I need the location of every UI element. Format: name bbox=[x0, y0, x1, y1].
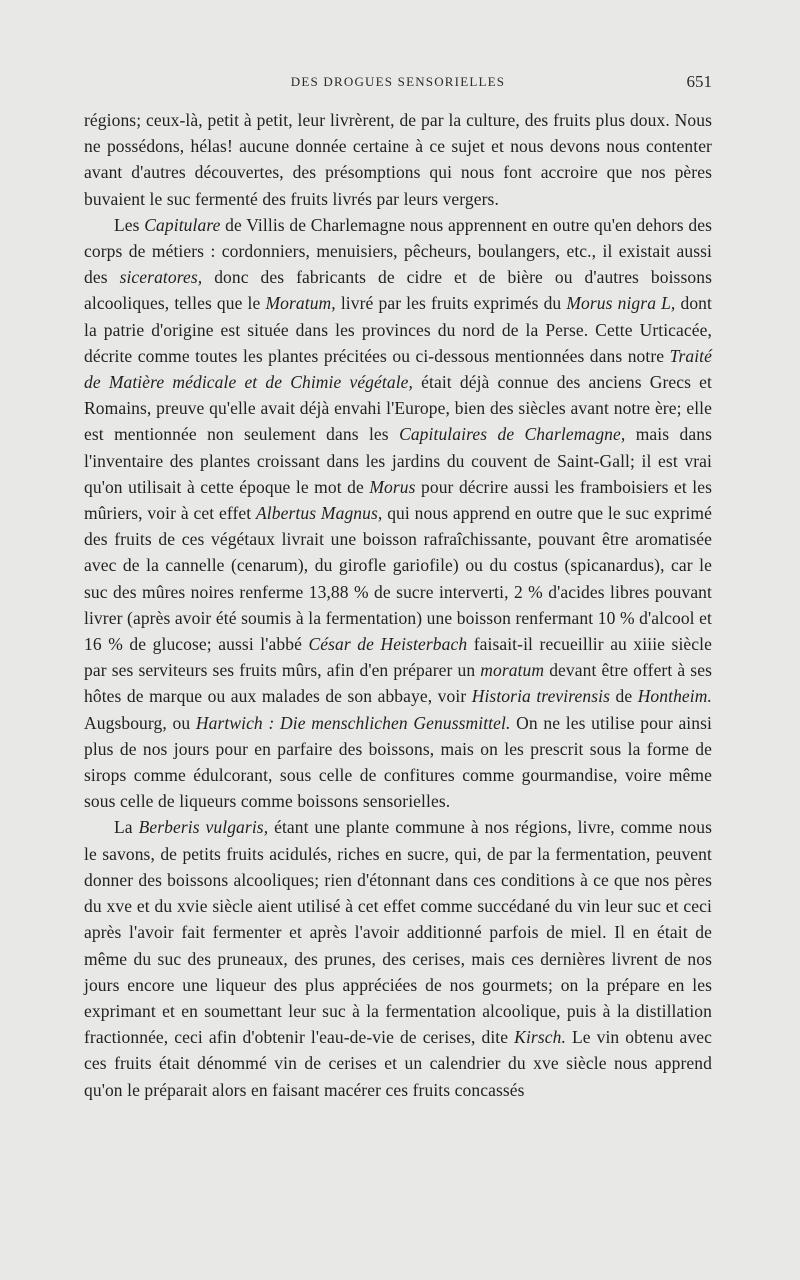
text-run: de bbox=[610, 686, 638, 707]
text-run: pour décrire aussi les framboisiers et les mûriers, voir à cet effet bbox=[84, 476, 712, 524]
text-run: On ne les utilise pour ainsi plus de nos jours pour en parfaire des boissons, mais on les prescrit sous la forme de sirops comme édulcorant, sous celle de confitures comme gourmandise, voire même sous celle de liqueurs comme boissons sensorielles. bbox=[84, 712, 712, 812]
italic-text: Hontheim. bbox=[637, 686, 712, 707]
paragraph-3 bbox=[84, 814, 712, 1102]
italic-text: Moratum, bbox=[265, 293, 336, 314]
page-number: 651 bbox=[686, 72, 712, 91]
text-run: de Villis de Charlemagne nous apprennent en outre qu'en dehors des corps de métiers : cordonniers, menuisiers, pêcheurs, boulangers, etc., il existait aussi des bbox=[84, 214, 712, 288]
italic-text: César de Heisterbach bbox=[308, 634, 468, 655]
italic-text: Capitulaires de Charlemagne, bbox=[399, 424, 626, 445]
text-run: régions; ceux-là, petit à petit, leur livrèrent, de par la culture, des fruits plus doux. Nous ne possédons, hélas! aucune donnée certaine à ce sujet et nous devons nous contenter avant d'autres découvertes, des présomptions qui nous font accroire que nos pères buvaient le suc fermenté des fruits livrés par leurs vergers. bbox=[84, 110, 712, 209]
italic-text: Morus bbox=[369, 476, 416, 497]
paragraph-2 bbox=[84, 212, 712, 815]
italic-text: moratum bbox=[480, 660, 545, 681]
text-run: mais dans l'inventaire des plantes croissant dans les jardins du couvent de Saint-Gall; il est vrai qu'on utilisait à cette époque le mot de bbox=[84, 424, 712, 497]
text-run: La bbox=[114, 817, 139, 838]
text-run: Les bbox=[114, 214, 145, 235]
text-run: étant une plante commune à nos régions, livre, comme nous le savons, de petits fruits acidulés, riches en sucre, qui, de par la fermentation, peuvent donner des boissons alcooliques; rien d'étonnant dans ces conditions à ce que nos pères du xve et du xvie siècle aient utilisé à cet effet comme succédané du vin leur suc et ceci après l'avoir fait fermenter et après l'avoir additionné parfois de miel. Il en était de même du suc des pruneaux, des prunes, des cerises, mais ces dernières livrent de nos jours encore une liqueur des plus appréciées de nos gourmets; on la prépare en les exprimant et en soumettant leur suc à la fermentation alcoolique, puis à la distillation fractionnée, ceci afin d'obtenir l'eau-de-vie de cerises, dite bbox=[84, 817, 712, 1048]
italic-text: Kirsch. bbox=[514, 1027, 566, 1048]
text-run: donc des fabricants de cidre et de bière ou d'autres boissons alcooliques, telles que le bbox=[84, 267, 712, 314]
paragraph-1 bbox=[84, 107, 712, 212]
text-run: qui nous apprend en outre que le suc exprimé des fruits de ces végétaux livrait une boisson rafraîchissante, pouvant être aromatisée avec de la cannelle (cenarum), du girofle gariofile) ou du costus (spicanardus), car le suc des mûres noires renferme 13,88 % de sucre interverti, 2 % d'acides libres pouvant livrer (après avoir été soumis à la fermentation) une boisson renfermant 10 % d'alcool et 16 % de glucose; aussi l'abbé bbox=[84, 503, 712, 655]
text-run: était déjà connue des anciens Grecs et Romains, preuve qu'elle avait déjà envahi l'Europe, bien des siècles avant notre ère; elle est mentionnée non seulement dans les bbox=[84, 372, 713, 445]
italic-text: siceratores, bbox=[119, 267, 203, 288]
body-text bbox=[84, 107, 712, 1103]
italic-text: Albertus Magnus, bbox=[256, 503, 383, 524]
text-run: livré par les fruits exprimés du bbox=[335, 293, 567, 314]
text-run: Augsbourg, ou bbox=[84, 712, 196, 733]
text-run: devant être offert à ses hôtes de marque ou aux malades de son abbaye, voir bbox=[84, 660, 712, 707]
italic-text: Morus nigra L, bbox=[566, 293, 676, 314]
text-run: dont la patrie d'origine est située dans les provinces du nord de la Perse. Cette Urticacée, décrite comme toutes les plantes précitées ou ci-dessous mentionnées dans notre bbox=[84, 293, 712, 366]
italic-text: Hartwich : Die menschlichen Genussmittel. bbox=[195, 712, 511, 733]
page-header bbox=[84, 72, 712, 96]
italic-text: Capitulare bbox=[144, 214, 221, 235]
italic-text: Berberis vulgaris, bbox=[138, 817, 269, 838]
italic-text: Traité de Matière médicale et de Chimie végétale, bbox=[84, 345, 712, 393]
text-run: faisait-il recueillir au xiiie siècle par ses serviteurs ses fruits mûrs, afin d'en préparer un bbox=[84, 634, 712, 681]
text-run: Le vin obtenu avec ces fruits était dénommé vin de cerises et un calendrier du xve siècle nous apprend qu'on le préparait alors en faisant macérer ces fruits concassés bbox=[84, 1027, 712, 1100]
running-head: DES DROGUES SENSORIELLES bbox=[290, 74, 506, 89]
italic-text: Historia trevirensis bbox=[471, 686, 611, 707]
